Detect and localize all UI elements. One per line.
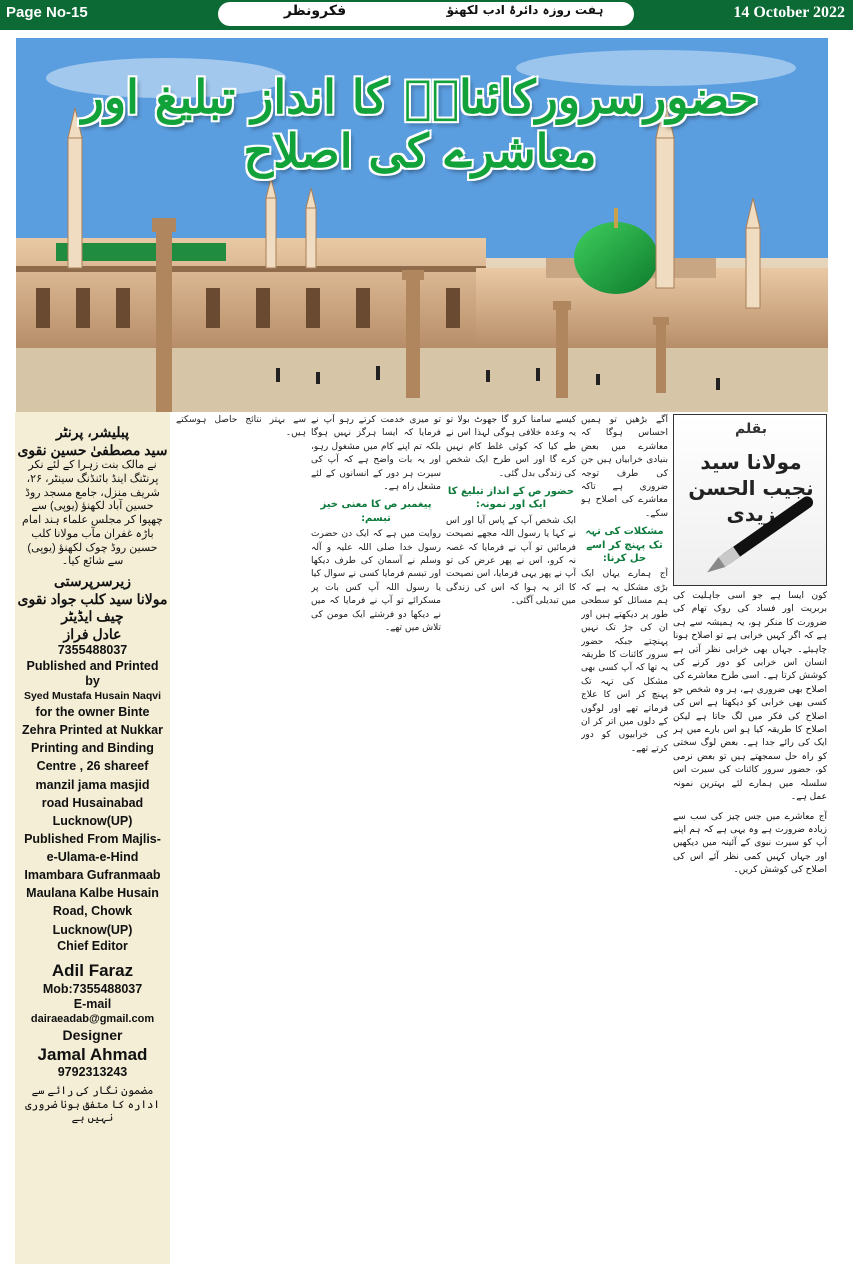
- imprint-heading-ur: پبلیشر، پرنٹر: [55, 424, 130, 440]
- imprint-publisher-en: Syed Mustafa Husain Naqvi: [23, 689, 162, 702]
- imprint-published-by: Published and Printed by: [26, 658, 159, 689]
- article-column-3: [446, 414, 576, 1256]
- paper-name: ہفت روزہ دائرۂ ادب لکھنؤ: [446, 3, 604, 17]
- imprint-editor-label: چیف ایڈیٹر: [61, 608, 124, 624]
- imprint-disclaimer: مضمون نگار کی رائے سے ادارہ کا متفق ہونا ضروری نہیں ہے: [25, 1084, 160, 1125]
- imprint-body-ur: نے مالک بنت زہرا کے لئے نکر پرنٹنگ اینڈ بائنڈنگ سینٹر، ۲۶، شریف منزل، جامع مسجد روڈ حسین آباد لکھنؤ (یوپی) سے چھپوا کر مجلس علماء ہند امام باڑہ غفران مآب مولانا کلب حسین روڈ چوک لکھنؤ (یوپی) سے شائع کیا۔: [22, 459, 163, 568]
- right-paragraph-1: کون ایسا ہے جو اسی جاہلیت کی بربریت اور فساد کی روک تھام کی ضرورت کا منکر ہو، یہ ہمیشہ سے ہی ہے کہ اگر کہیں خرابی ہے تو اصلاح ہونا چاہیئے۔ جہاں بھی خرابی نظر آتی ہے انسان اس خرابی کو دور کرنے کی کوشش کرتا ہے۔ اسی طرح معاشرے کی اصلاح بھی ضروری ہے، ہر وہ شخص جو کسی بھی خرابی کو دیکھتا ہے اس کی اصلاح کی فکر میں لگ جاتا ہے لیکن اصلاح کا طریقہ کیا ہو اس بارے میں ہر ایک کی رائے جدا ہے۔ بعض لوگ سختی کو راہ حل سمجھتے ہیں تو بعض نرمی کو، حضور سرور کائنات کی سیرت اس سلسلہ میں ہمارے لئے بہترین نمونہ عمل ہے۔: [673, 591, 827, 803]
- imprint-email-label: E-mail: [73, 997, 112, 1012]
- imprint-designer: Jamal Ahmad: [37, 1045, 148, 1064]
- imprint-phone: 7355488037: [57, 643, 128, 657]
- col3-paragraph-2: ایک شخص آپ کے پاس آیا اور اس نے کہا یا رسول اللہ مجھے نصیحت فرمائیں تو آپ نے فرمایا کہ غصہ نہ کرو، اس نے پھر عرض کی تو آپ نے پھر یہی فرمایا، اس نصیحت کا اثر یہ ہوا کہ اس کی زندگی میں تبدیلی آگئی۔: [446, 515, 576, 607]
- col3-subheading: حضور ص کے انداز تبلیغ کا ایک اور نمونہ:: [447, 486, 575, 511]
- issue-date: 14 October 2022: [733, 4, 845, 21]
- imprint-designer-label: Designer: [62, 1026, 123, 1043]
- col4-subheading: مشکلات کی تہہ تک پہنچ کر اسے حل کرنا:: [585, 526, 664, 565]
- article-column-right: [673, 590, 827, 1258]
- right-paragraph-2: آج معاشرے میں جس چیز کی سب سے زیادہ ضرورت ہے وہ یہی ہے کہ ہم اپنے آپ کو سیرت نبوی کے آئینہ میں دیکھیں اور جہاں کہیں کمی نظر آئے اس کی اصلاح کی کوشش کریں۔: [673, 811, 827, 876]
- article-column-2: [311, 414, 441, 1256]
- imprint-designer-phone: 9792313243: [57, 1065, 128, 1080]
- imprint-owner-en: for the owner Binte Zehra Printed at Nukkar Printing and Binding Centre , 26 shareef manzil jama masjid road Husainabad Lucknow(UP) Published From Majlis-e-Ulama-e-Hind Imambara Gufranmaab Maulana Kalbe Husain Road, Chowk Lucknow(UP): [21, 705, 163, 937]
- col2-paragraph-1: تو میری خدمت کرتے رہو آپ نے فرمایا کہ ایسا ہرگز نہیں ہوگا بلکہ تم اپنے کام میں مشغول رہو، اور یہ بات واضح ہے کہ آپ کی سیرت ہر دور کے انسانوں کے لئے مشعل راہ ہے۔: [311, 415, 441, 493]
- imprint-chief-editor-label: Chief Editor: [57, 938, 128, 953]
- imprint-column: [15, 412, 170, 1264]
- col4-paragraph-2: آج ہمارے یہاں ایک بڑی مشکل یہ ہے کہ ہم مسائل کو سطحی طور پر دیکھتے ہیں اور ان کی جڑ تک نہیں پہنچتے جبکہ حضور سرور کائنات کا طریقہ یہ تھا کہ آپ کسی بھی مشکل کی تہہ تک پہنچ کر اس کا علاج فرماتے تھے اور لوگوں کے دلوں میں اتر کر ان کی خرابیوں کو دور کرتے تھے۔: [581, 569, 668, 754]
- col1-paragraph-1: سے بہتر نتائج حاصل ہوسکتے ہیں۔: [176, 415, 306, 439]
- col4-paragraph-1: آگے بڑھیں تو ہمیں احساس ہوگا کہ معاشرے میں بعض بنیادی خرابیاں ہیں جن کی طرف توجہ ضروری ہے تاکہ معاشرے کی اصلاح ہو سکے۔: [581, 415, 668, 519]
- imprint-editor-en: Adil Faraz: [51, 961, 134, 981]
- author-box: [673, 414, 827, 586]
- page-number: Page No-15: [6, 4, 88, 21]
- imprint-mobile: Mob:7355488037: [42, 981, 143, 996]
- col2-paragraph-2: روایت میں ہے کہ ایک دن حضرت رسول خدا صلی اللہ علیہ و آلہ وسلم نے آسمان کی طرف دیکھا اور تبسم فرمایا کسی نے سوال کیا یا رسول اللہ آپ کس بات پر مسکرائے تو آپ نے فرمایا کہ میں نے دیکھا دو فرشتے ایک مومن کی تلاش میں تھے۔: [311, 529, 441, 634]
- imprint-email[interactable]: dairaeadab@gmail.com: [30, 1012, 155, 1025]
- imprint-patron: مولانا سید کلب جواد نقوی: [17, 590, 168, 607]
- header-bar: [0, 0, 853, 30]
- section-name: فکرونظر: [283, 3, 347, 19]
- imprint-editor-ur: عادل فراز: [63, 625, 122, 642]
- article-column-1: [176, 414, 306, 1256]
- article-column-4: [581, 414, 668, 1256]
- imprint-patron-label: زیرسرپرستی: [53, 573, 132, 589]
- author-by-label: بقلم: [734, 421, 768, 437]
- col3-paragraph-1: کیسے سامنا کرو گا جھوٹ بولا تو یہ وعدہ خلافی ہوگی لہذا اس نے طے کیا کہ کوئی غلط کام نہیں کرے گا اور اس طرح ایک شخص کی زندگی بدل گئی۔: [446, 415, 576, 479]
- pen-icon: [674, 415, 827, 586]
- col2-subheading: پیغمبر ص کا معنی خیز تبسم:: [320, 499, 432, 524]
- imprint-publisher-ur: سید مصطفیٰ حسین نقوی: [17, 441, 168, 458]
- author-name: مولانا سید نجیب الحسن زیدی: [688, 450, 814, 526]
- article-headline: حضورسرورکائناتؐ کا انداز تبلیغ اور معاشرے کی اصلاح: [81, 70, 759, 178]
